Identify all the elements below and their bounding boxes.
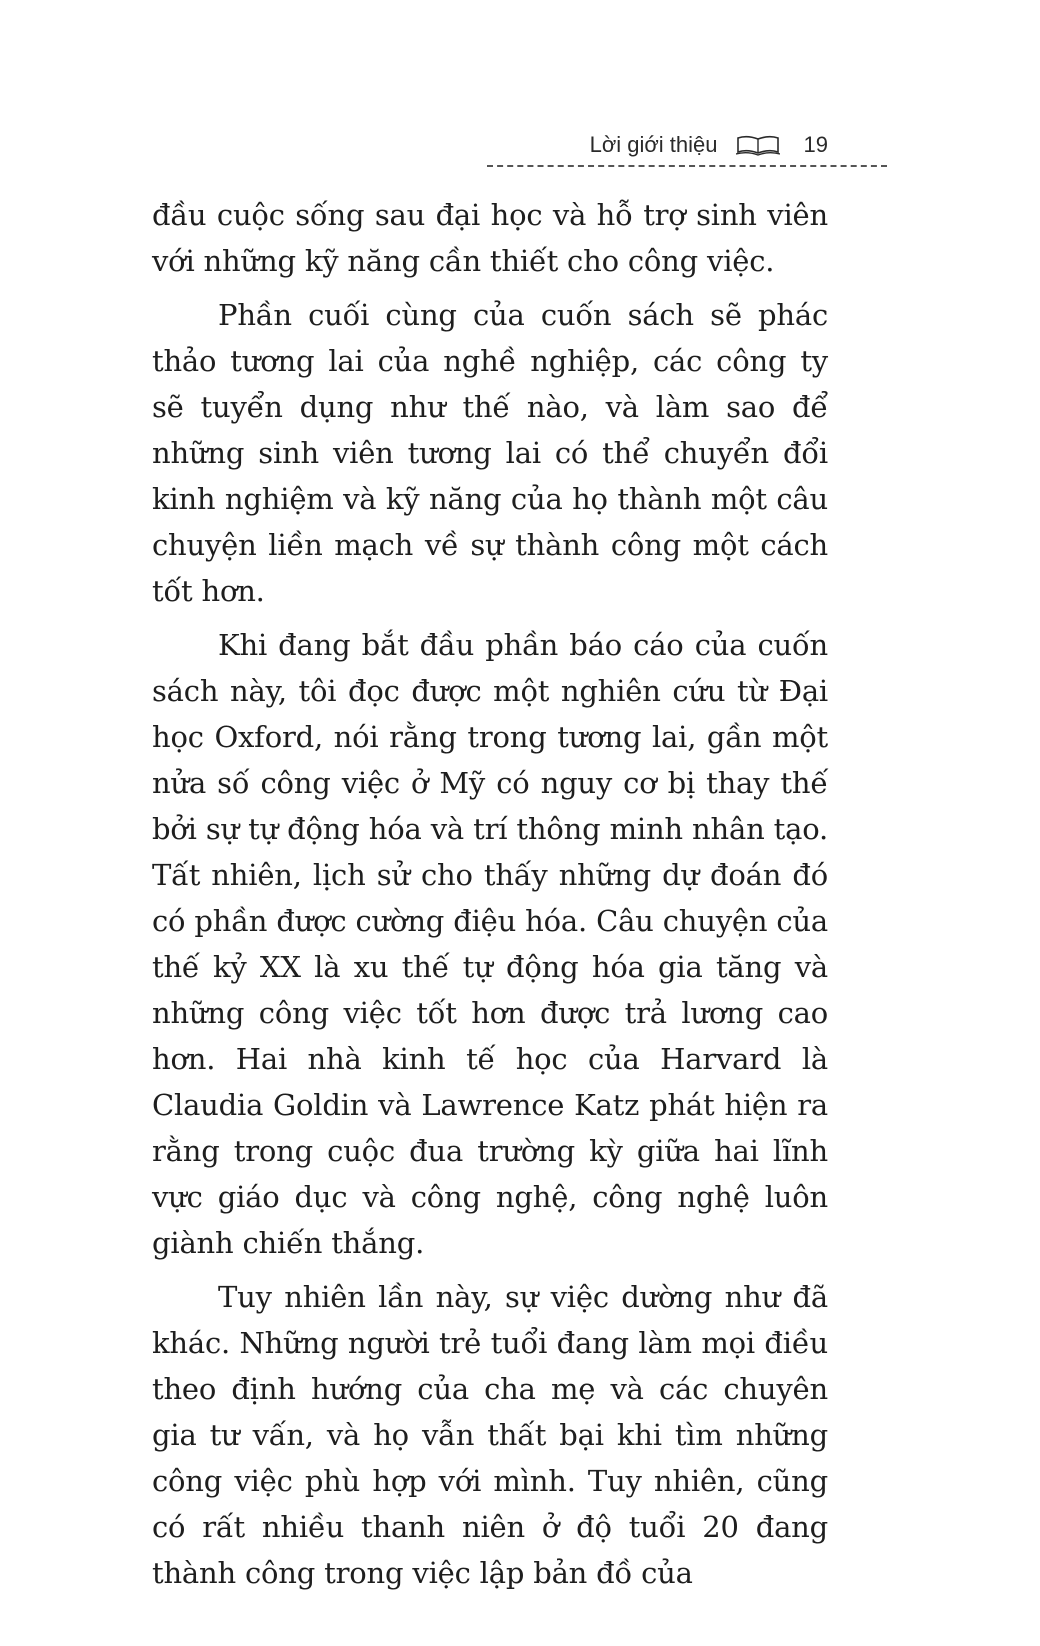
page-number: 19: [803, 132, 828, 157]
section-title: Lời giới thiệu: [589, 132, 718, 157]
paragraph: Tuy nhiên lần này, sự việc dường như đã khác. Những người trẻ tuổi đang làm mọi điều theo định hướng của cha mẹ và các chuyên gia tư vấn, và họ vẫn thất bại khi tìm những công việc phù hợp với mình. Tuy nhiên, cũng có rất nhiều thanh niên ở độ tuổi 20 đang thành công trong việc lập bản đồ của: [152, 1280, 828, 1590]
running-header: [152, 128, 828, 162]
body-text: [152, 192, 828, 1604]
open-book-icon: [736, 134, 780, 156]
header-divider: [487, 165, 887, 167]
paragraph: Phần cuối cùng của cuốn sách sẽ phác thảo tương lai của nghề nghiệp, các công ty sẽ tuyển dụng như thế nào, và làm sao để những sinh viên tương lai có thể chuyển đổi kinh nghiệm và kỹ năng của họ thành một câu chuyện liền mạch về sự thành công một cách tốt hơn.: [152, 298, 828, 608]
paragraph-continuation: đầu cuộc sống sau đại học và hỗ trợ sinh viên với những kỹ năng cần thiết cho công việc.: [152, 198, 828, 278]
paragraph: Khi đang bắt đầu phần báo cáo của cuốn sách này, tôi đọc được một nghiên cứu từ Đại học Oxford, nói rằng trong tương lai, gần một nửa số công việc ở Mỹ có nguy cơ bị thay thế bởi sự tự động hóa và trí thông minh nhân tạo. Tất nhiên, lịch sử cho thấy những dự đoán đó có phần được cường điệu hóa. Câu chuyện của thế kỷ XX là xu thế tự động hóa gia tăng và những công việc tốt hơn được trả lương cao hơn. Hai nhà kinh tế học của Harvard là Claudia Goldin và Lawrence Katz phát hiện ra rằng trong cuộc đua trường kỳ giữa hai lĩnh vực giáo dục và công nghệ, công nghệ luôn giành chiến thắng.: [152, 628, 828, 1260]
